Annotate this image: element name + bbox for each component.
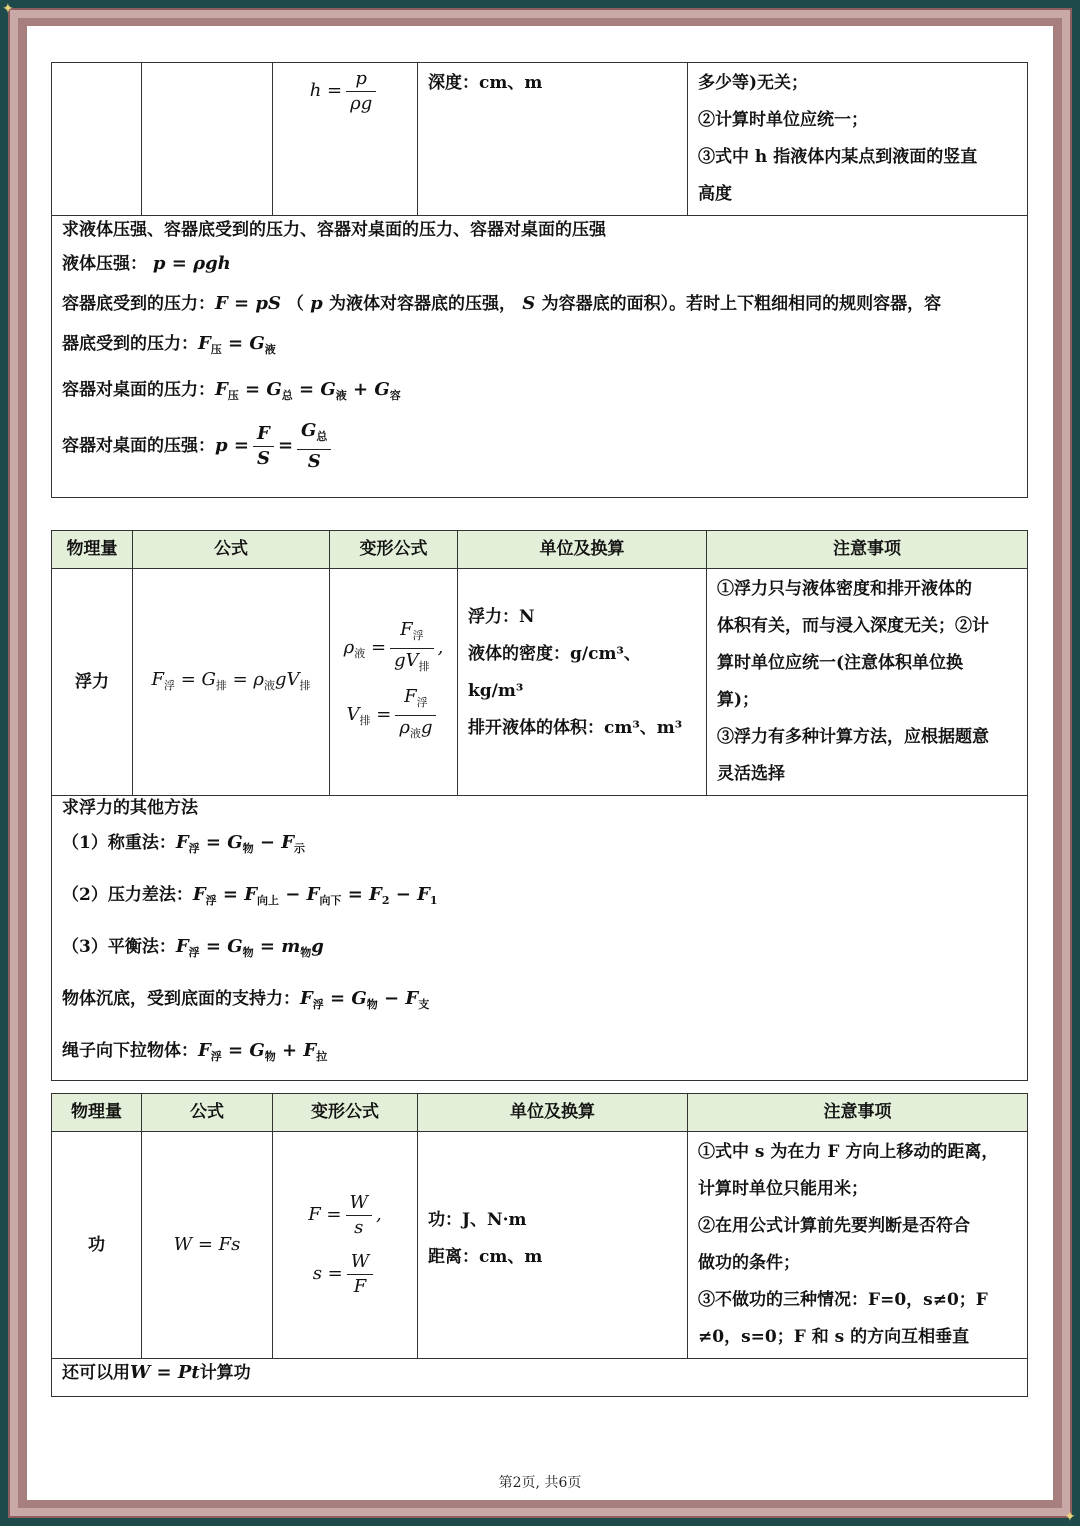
formula: $F_浮 = F_{向上} - F_{向下} = F_2 - F_1$ — [192, 884, 438, 907]
extra-info-cell — [52, 796, 1028, 1081]
power-work-line — [52, 1359, 1027, 1387]
formula: F = pS — [215, 293, 281, 314]
unit-line: 距离：cm、m — [428, 1247, 543, 1267]
header-quantity: 物理量 — [52, 1094, 142, 1132]
pressure-table — [51, 62, 1028, 498]
extra-info-cell — [52, 216, 1028, 498]
header-variant: 变形公式 — [273, 1094, 418, 1132]
sink-support-line — [52, 976, 1027, 1028]
header-units: 单位及换算 — [418, 1094, 688, 1132]
corner-star-icon: ✦ — [2, 1, 14, 17]
line-text: 计算功 — [199, 1363, 251, 1383]
line-text: 还可以用 — [62, 1363, 130, 1383]
note-line: ≠0，s=0；F 和 s 的方向互相垂直 — [698, 1327, 970, 1347]
note-line: ③式中 h 指液体内某点到液面的竖直 — [698, 147, 978, 167]
unit-line: 功：J、N·m — [428, 1210, 527, 1230]
quantity-cell — [52, 63, 142, 216]
note-line: ③浮力有多种计算方法，应根据题意 — [717, 727, 989, 747]
header-units: 单位及换算 — [458, 531, 707, 569]
work-table — [51, 1093, 1028, 1397]
notes-cell — [688, 1132, 1028, 1359]
units-cell — [418, 1132, 688, 1359]
method-weighing — [52, 820, 1027, 872]
method-balance — [52, 924, 1027, 976]
variant-formula-cell: h = $\frac{p}{\rho g}$ — [273, 63, 418, 216]
line-label: 物体沉底，受到底面的支持力： — [62, 989, 300, 1009]
line-label: （1）称重法： — [62, 833, 176, 853]
line-label: 容器底受到的压力： — [62, 294, 215, 314]
desc-text: 为液体对容器底的压强， — [329, 294, 517, 314]
unit-line: 浮力：N — [468, 607, 535, 627]
header-notes: 注意事项 — [688, 1094, 1028, 1132]
line-label: 容器对桌面的压力： — [62, 380, 215, 400]
formula: $F_压 = G_液$ — [198, 333, 276, 356]
notes-cell — [688, 63, 1028, 216]
header-formula: 公式 — [142, 1094, 273, 1132]
desc-text: 为容器底的面积）。若时上下粗细相同的规则容器，容 — [541, 294, 942, 314]
variant-formula-cell: $\rho_液$ = $\frac{F_浮}{gV_排}$ , $V_排$ = $\frac{F_浮}{\rho_液g}$ — [330, 569, 458, 796]
formula: W = Pt — [130, 1362, 200, 1383]
note-line: ②计算时单位应统一； — [698, 110, 868, 130]
note-line: ③不做功的三种情况：F=0，s≠0；F — [698, 1290, 988, 1310]
line-label: 液体压强： — [62, 254, 147, 274]
formula: $F_浮 = G_物 - F_示$ — [175, 832, 306, 855]
formula: $F_浮 = G_物 = m_物g$ — [175, 936, 324, 959]
corner-star-icon: ✦ — [1064, 1509, 1076, 1525]
unit-cell — [418, 63, 688, 216]
note-line: 计算时单位只能用米； — [698, 1179, 868, 1199]
line-label: 容器对桌面的压强： — [62, 436, 215, 456]
note-line: ①式中 s 为在力 F 方向上移动的距离， — [698, 1142, 999, 1162]
line-label: （2）压力差法： — [62, 885, 193, 905]
header-quantity: 物理量 — [52, 531, 133, 569]
header-formula: 公式 — [133, 531, 330, 569]
formula: p = ρgh — [152, 253, 231, 274]
formula-cell: W = Fs — [142, 1132, 273, 1359]
unit-text: 深度：cm、m — [428, 73, 543, 93]
note-line: ②在用公式计算前先要判断是否符合 — [698, 1216, 970, 1236]
quantity-cell: 功 — [52, 1132, 142, 1359]
desk-force-line — [52, 370, 1027, 416]
extra-title: 求浮力的其他方法 — [62, 798, 198, 818]
note-line: 算时单位应统一(注意体积单位换 — [717, 653, 964, 673]
note-line: 算)； — [717, 690, 760, 710]
note-line: 多少等)无关； — [698, 73, 809, 93]
rope-pull-line — [52, 1028, 1027, 1080]
unit-line: 液体的密度：g/cm³、kg/m³ — [468, 644, 641, 701]
formula: p — [303, 293, 330, 314]
bottom-force-line-2 — [52, 324, 1027, 370]
line-label: 绳子向下拉物体： — [62, 1041, 198, 1061]
header-notes: 注意事项 — [707, 531, 1028, 569]
notes-cell — [707, 569, 1028, 796]
variant-formula-cell: F = $\frac{W}{s}$ , s = $\frac{W}{F}$ — [273, 1132, 418, 1359]
fraction: $\frac{F}{S}$ — [253, 422, 274, 471]
method-pressure-diff — [52, 872, 1027, 924]
desk-pressure-line: 容器对桌面的压强：p = $\frac{F}{S}$ = $\frac{G_总}{S}$ — [52, 416, 1027, 476]
unit-line: 排开液体的体积：cm³、m³ — [468, 718, 683, 738]
quantity-cell: 浮力 — [52, 569, 133, 796]
note-line: 高度 — [698, 184, 732, 204]
formula: p = — [215, 435, 249, 456]
note-line: ①浮力只与液体密度和排开液体的 — [717, 579, 972, 599]
liquid-pressure-line — [52, 244, 1027, 284]
buoyancy-table — [51, 530, 1028, 1081]
extra-title: 求液体压强、容器底受到的压力、容器对桌面的压力、容器对桌面的压强 — [62, 220, 606, 240]
formula-cell — [142, 63, 273, 216]
fraction: $\frac{G_总}{S}$ — [297, 419, 331, 474]
formula: S — [516, 293, 542, 314]
formula: $F_浮 = G_物 + F_拉$ — [198, 1040, 328, 1063]
note-line: 体积有关，而与浸入深度无关；②计 — [717, 616, 989, 636]
header-variant: 变形公式 — [330, 531, 458, 569]
formula: $F_浮 = G_物 - F_支$ — [300, 988, 430, 1011]
extra-info-cell — [52, 1359, 1028, 1397]
line-label: （3）平衡法： — [62, 937, 176, 957]
formula: $F_压 = G_总 = G_液 + G_容$ — [215, 379, 401, 402]
line-label: 器底受到的压力： — [62, 334, 198, 354]
formula-cell: $F_浮 = G_排 = \rho_液gV_排$ — [133, 569, 330, 796]
paren-text: （ — [286, 294, 304, 314]
note-line: 做功的条件； — [698, 1253, 800, 1273]
page-footer: 第2页, 共6页 — [498, 1475, 582, 1491]
units-cell — [458, 569, 707, 796]
note-line: 灵活选择 — [717, 764, 785, 784]
bottom-force-line — [52, 284, 1027, 324]
